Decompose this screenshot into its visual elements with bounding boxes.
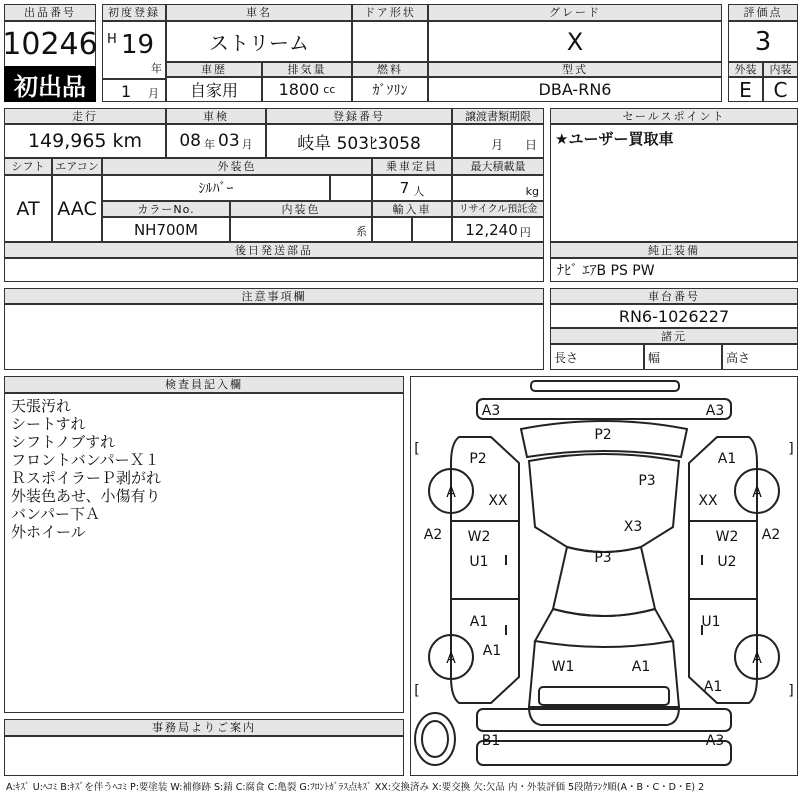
int-color xyxy=(230,217,372,242)
mark: XX xyxy=(698,493,718,509)
mark: A xyxy=(446,485,456,501)
mark: A3 xyxy=(705,403,725,419)
capacity: 7 xyxy=(399,179,410,197)
int-grade-label: 内装 xyxy=(763,62,798,77)
era: H xyxy=(107,32,117,47)
mileage-cell xyxy=(4,124,166,158)
first-listing-badge: 初出品 xyxy=(4,66,96,102)
first-registration-month xyxy=(102,79,166,102)
max-load-label: 最大積載量 xyxy=(452,158,544,175)
inspection-month-unit: 月 xyxy=(241,138,253,151)
mark: A xyxy=(752,651,762,667)
score-label: 評価点 xyxy=(728,4,798,21)
capacity-unit: 人 xyxy=(413,184,425,198)
rear-bumper xyxy=(477,399,731,419)
max-load xyxy=(452,175,544,201)
note-line: 外装色あせ、小傷有り xyxy=(11,487,161,505)
first-registration-year xyxy=(102,21,166,79)
door-type-label: ドア形状 xyxy=(352,4,428,21)
left-side-body xyxy=(451,437,519,703)
mark: P3 xyxy=(638,473,656,489)
front-bumper xyxy=(477,709,731,731)
mark: A xyxy=(446,651,456,667)
int-color-unit: 系 xyxy=(356,225,367,238)
mark: A2 xyxy=(423,527,443,543)
chassis-label: 車台番号 xyxy=(550,288,798,304)
mileage: 149,965 xyxy=(27,130,107,152)
month-unit: 月 xyxy=(148,87,159,100)
int-color-label: 内装色 xyxy=(230,201,372,217)
inspection-cell xyxy=(166,124,266,158)
parts-later-label: 後日発送部品 xyxy=(4,242,544,258)
mark: U1 xyxy=(701,614,721,630)
mark: [ xyxy=(414,441,420,457)
grade-label: グレード xyxy=(428,4,722,21)
transfer-day-unit: 日 xyxy=(524,138,537,152)
mark: P3 xyxy=(594,550,612,566)
inspector-notes xyxy=(4,393,404,713)
color-number: NH700M xyxy=(102,217,230,242)
plate-label: 登録番号 xyxy=(266,108,452,124)
capacity-cell xyxy=(372,175,452,201)
mark: P2 xyxy=(469,451,487,467)
dimensions-label: 諸元 xyxy=(550,328,798,344)
note-line: シートすれ xyxy=(11,415,86,433)
inspection-year-unit: 年 xyxy=(204,138,215,151)
mark: A1 xyxy=(469,614,489,630)
note-line: ＲスポイラーＰ剥がれ xyxy=(11,469,162,487)
grade: X xyxy=(428,21,722,62)
width: 幅 xyxy=(644,344,722,370)
car-diagram xyxy=(411,377,797,775)
model-code: DBA-RN6 xyxy=(428,77,722,102)
equipment: ﾅﾋﾞ ｴｱB PS PW xyxy=(550,258,798,282)
sales-point xyxy=(550,124,798,242)
mark: W1 xyxy=(551,659,575,675)
recycle-label: リサイクル預託金 xyxy=(452,201,544,217)
mark: U1 xyxy=(469,554,489,570)
displacement-label: 排気量 xyxy=(262,62,352,77)
inspector-notes-label: 検査員記入欄 xyxy=(4,376,404,393)
transfer-deadline xyxy=(452,124,544,158)
note-line: シフトノブすれ xyxy=(11,433,116,451)
transfer-deadline-label: 譲渡書類期限 xyxy=(452,108,544,124)
import-label: 輸入車 xyxy=(372,201,452,217)
ext-color-label: 外装色 xyxy=(102,158,372,175)
displacement-unit: cc xyxy=(323,83,336,96)
plate-number: 岐阜 503ﾋ3058 xyxy=(266,124,452,158)
ext-color-blank xyxy=(330,175,372,201)
shift: AT xyxy=(4,175,52,242)
legend: A:ｷｽﾞ U:ﾍｺﾐ B:ｷｽﾞを伴うﾍｺﾐ P:要塗装 W:補修跡 S:錆 C:腐食 C:亀裂 G:ﾌﾛﾝﾄｶﾞﾗｽ点ｷｽﾞ XX:交換済み X:要交換 欠:欠品 内・外装評価 5段階ﾗﾝｸ順(A・B・C・D・E) 2 xyxy=(6,782,705,793)
car-name-label: 車名 xyxy=(166,4,352,21)
note-line: 天張汚れ xyxy=(11,397,72,415)
car-name: ストリーム xyxy=(166,21,352,62)
mark: W2 xyxy=(467,529,491,545)
caution-area xyxy=(4,304,544,370)
mark: A1 xyxy=(482,643,502,659)
ext-color: ｼﾙﾊﾞｰ xyxy=(102,175,330,201)
mileage-unit: km xyxy=(112,130,143,152)
import-cell-1 xyxy=(372,217,412,242)
parts-later xyxy=(4,258,544,282)
mark: A xyxy=(752,485,762,501)
caution-label: 注意事項欄 xyxy=(4,288,544,304)
lot-number: 10246 xyxy=(4,21,96,66)
fuel-label: 燃料 xyxy=(352,62,428,77)
mark: A1 xyxy=(631,659,651,675)
equipment-label: 純正装備 xyxy=(550,242,798,258)
load-unit: kg xyxy=(525,185,539,198)
mark: X3 xyxy=(623,519,643,535)
lower-bumper xyxy=(477,741,731,765)
mark: A1 xyxy=(717,451,737,467)
mark: A3 xyxy=(705,733,725,749)
sales-point-text: ★ユーザー買取車 xyxy=(555,130,674,148)
air-conditioner: AAC xyxy=(52,175,102,242)
reg-month: 1 xyxy=(121,82,132,101)
ext-grade: E xyxy=(728,77,763,102)
mark: A2 xyxy=(761,527,781,543)
displacement: 1800 xyxy=(278,80,320,99)
ext-grade-label: 外装 xyxy=(728,62,763,77)
reg-year: 19 xyxy=(121,30,155,60)
office-notice-label: 事務局よりご案内 xyxy=(4,719,404,736)
note-line: 外ホイール xyxy=(11,523,86,541)
mark: B1 xyxy=(481,733,501,749)
note-line: バンパー下Ａ xyxy=(11,505,100,523)
first-registration-label: 初度登録 xyxy=(102,4,166,21)
recycle-cell xyxy=(452,217,544,242)
rear-glass xyxy=(529,454,679,552)
windshield xyxy=(535,609,673,647)
mileage-label: 走行 xyxy=(4,108,166,124)
mark: U2 xyxy=(717,554,737,570)
mark: W2 xyxy=(715,529,739,545)
mark: ] xyxy=(788,683,794,699)
length: 長さ xyxy=(550,344,644,370)
inspection-year: 08 xyxy=(179,131,201,151)
door-type xyxy=(352,21,428,62)
inspection-label: 車検 xyxy=(166,108,266,124)
score: 3 xyxy=(728,21,798,62)
recycle-unit: 円 xyxy=(519,225,531,239)
recycle-fee: 12,240 xyxy=(465,220,518,239)
mark: A1 xyxy=(703,679,723,695)
inspection-month: 03 xyxy=(218,131,240,151)
capacity-label: 乗車定員 xyxy=(372,158,452,175)
transfer-month-unit: 月 xyxy=(491,138,504,152)
mark: A3 xyxy=(481,403,501,419)
sales-point-label: セールスポイント xyxy=(550,108,798,124)
mark: XX xyxy=(488,493,508,509)
front-grille xyxy=(539,687,669,705)
mark: [ xyxy=(414,683,420,699)
car-diagram-frame xyxy=(410,376,798,776)
mark: ] xyxy=(788,441,794,457)
rear-spoiler xyxy=(531,381,679,391)
ac-label: エアコン xyxy=(52,158,102,175)
right-side-body xyxy=(689,437,757,703)
displacement-cell xyxy=(262,77,352,102)
year-unit: 年 xyxy=(151,62,162,75)
history-label: 車歴 xyxy=(166,62,262,77)
lot-number-label: 出品番号 xyxy=(4,4,96,21)
chassis-number: RN6-1026227 xyxy=(550,304,798,328)
fuel: ｶﾞｿﾘﾝ xyxy=(352,77,428,102)
import-cell-2 xyxy=(412,217,452,242)
model-label: 型式 xyxy=(428,62,722,77)
height: 高さ xyxy=(722,344,798,370)
note-line: フロントバンパーＸ１ xyxy=(11,451,160,469)
office-notice xyxy=(4,736,404,776)
int-grade: C xyxy=(763,77,798,102)
history: 自家用 xyxy=(166,77,262,102)
shift-label: シフト xyxy=(4,158,52,175)
color-no-label: カラーNo. xyxy=(102,201,230,217)
mark: P2 xyxy=(594,427,612,443)
